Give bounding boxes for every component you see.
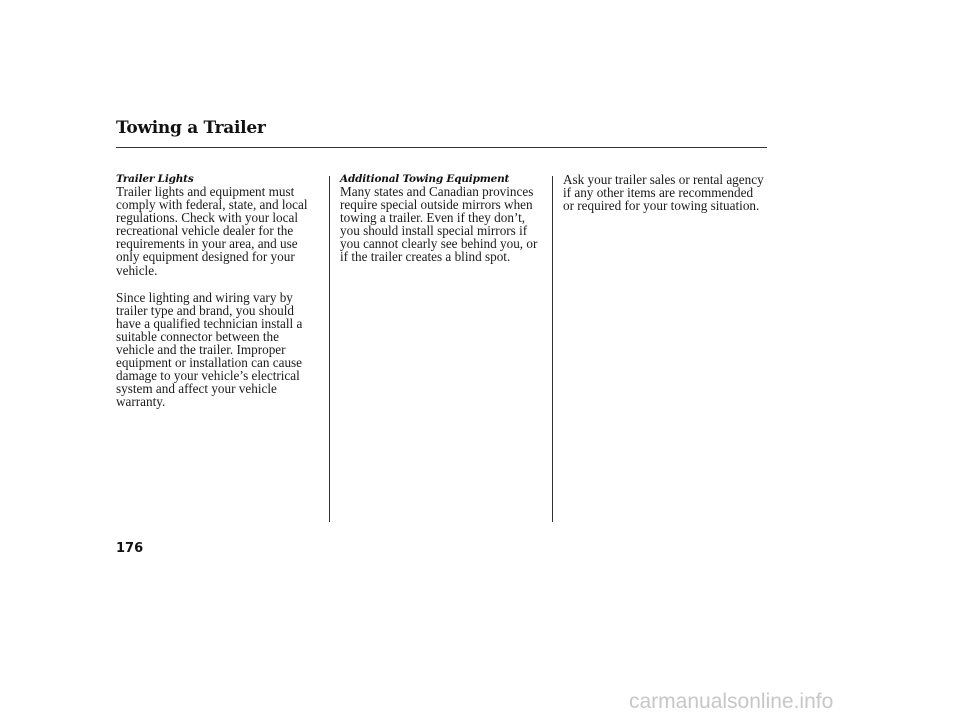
- column-continued: [563, 173, 765, 226]
- paragraph: Ask your trailer sales or rental agency if any other items are recommended or required for your towing situation.: [563, 172, 764, 214]
- column-trailer-lights: [116, 173, 320, 423]
- paragraph: Trailer lights and equipment must comply with federal, state, and local regulations. Check with your local recreational vehicle dealer for the requirements in your area, and use only equipment designed for your vehicle.: [116, 184, 308, 278]
- column-divider: [552, 176, 553, 522]
- section-heading-trailer-lights: Trailer Lights: [116, 173, 194, 185]
- page-number: 176: [116, 541, 144, 556]
- section-heading-additional-towing-equipment: Additional Towing Equipment: [340, 173, 510, 185]
- paragraph: Many states and Canadian provinces require special outside mirrors when towing a trailer. Even if they don’t, you should install special mirrors if you cannot clearly see behind you, or if the trailer creates a blind spot.: [340, 184, 538, 265]
- paragraph: Since lighting and wiring vary by trailer type and brand, you should have a qualified technician install a suitable connector between the vehicle and the trailer. Improper equipment or installation can cause damage to your vehicle’s electrical system and affect your vehicle warranty.: [116, 289, 303, 410]
- watermark: carmanualsonline.info: [629, 690, 834, 713]
- column-additional-towing-equipment: [340, 173, 546, 278]
- page-title: Towing a Trailer: [116, 118, 266, 138]
- title-divider: [116, 147, 767, 148]
- column-divider: [329, 176, 330, 522]
